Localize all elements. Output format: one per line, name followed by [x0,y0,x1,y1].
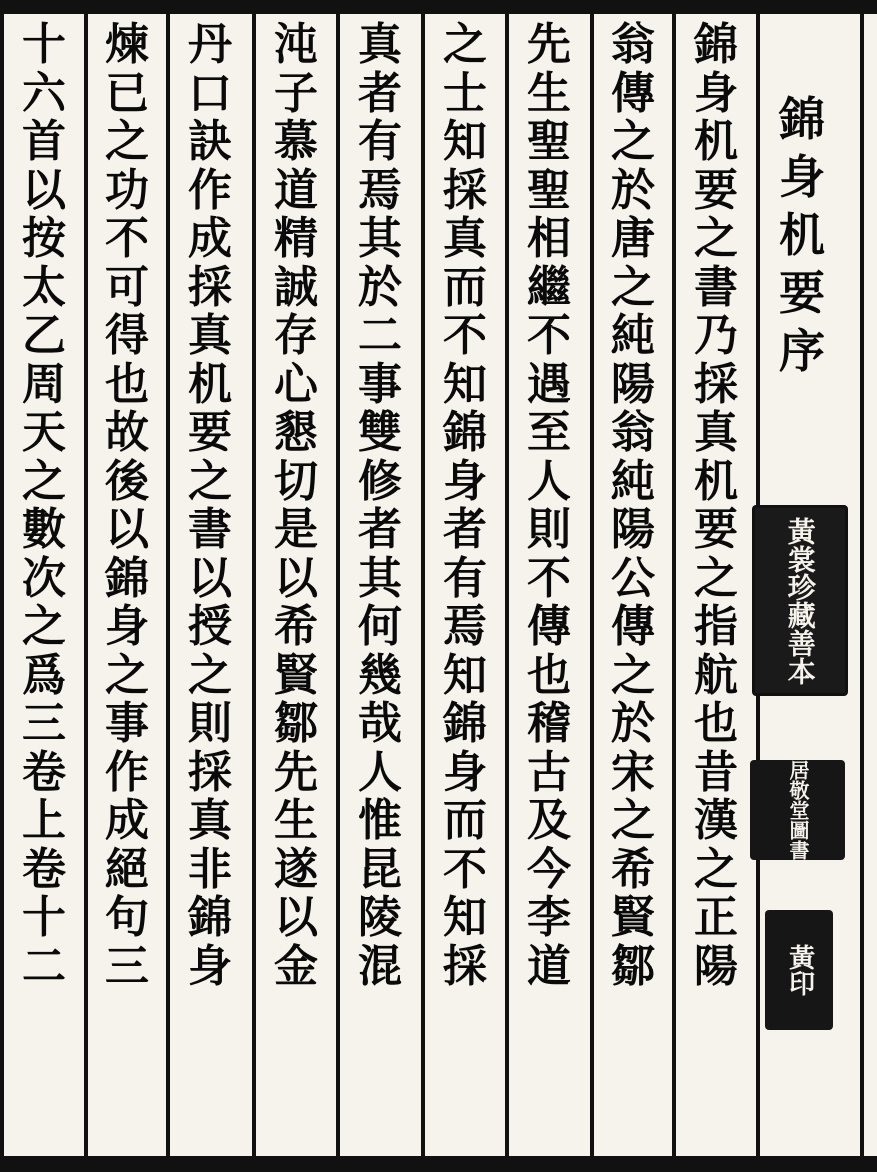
text-char: 混 [358,940,402,992]
text-char: 則 [527,504,571,555]
text-char: 先 [527,19,571,70]
text-char: 以 [105,504,149,555]
text-char: 句 [105,892,149,943]
text-char: 作 [188,164,232,216]
text-char: 航 [694,649,738,701]
text-char: 生 [527,67,571,119]
text-char: 按 [22,213,66,264]
text-char: 純 [611,310,655,361]
text-char: 之 [105,649,149,701]
text-char: 也 [527,649,571,701]
text-char: 焉 [443,601,487,652]
text-column-6 [257,19,335,1150]
text-char: 是 [274,504,318,555]
text-char: 十 [22,19,66,70]
text-char: 錦 [105,552,149,604]
text-column-3 [510,19,588,1150]
text-char: 宋 [611,746,655,798]
text-char: 之 [611,116,655,167]
text-char: 繼 [527,261,571,313]
column-rule [505,14,509,1156]
bottom-border [0,1156,877,1172]
text-char: 授 [188,601,232,652]
text-char: 陽 [694,940,738,992]
seal-text: 黃印 [784,944,815,996]
text-char: 聖 [527,164,571,216]
text-char: 二 [22,940,66,992]
text-column-5 [341,19,419,1150]
text-char: 十 [22,892,66,943]
collector-seal [750,760,845,860]
column-rule [672,14,676,1156]
column-rule [421,14,425,1156]
text-char: 遇 [527,358,571,410]
text-char: 鄒 [274,698,318,749]
text-char: 六 [22,67,66,119]
text-char: 煉 [105,19,149,70]
text-char: 而 [443,795,487,846]
text-char: 者 [358,504,402,555]
text-char: 於 [358,261,402,313]
text-char: 子 [274,67,318,119]
text-char: 不 [443,843,487,895]
text-char: 至 [527,407,571,458]
text-char: 翁 [611,19,655,70]
text-char: 以 [188,552,232,604]
text-char: 其 [358,213,402,264]
text-char: 卷 [22,843,66,895]
column-rule [336,14,340,1156]
text-char: 知 [443,116,487,167]
text-char: 哉 [358,698,402,749]
text-char: 希 [274,601,318,652]
text-char: 之 [443,19,487,70]
text-char: 者 [443,504,487,555]
text-column-1 [677,19,755,1150]
text-char: 及 [527,795,571,846]
text-char: 事 [105,698,149,749]
text-char: 作 [105,746,149,798]
text-char: 得 [105,310,149,361]
text-char: 乃 [694,310,738,361]
text-char: 要 [188,407,232,458]
text-char: 精 [274,213,318,264]
text-column-7 [171,19,249,1150]
collector-seal [752,505,848,696]
column-rule [0,14,4,1156]
title-char: 身 [779,150,825,204]
seal-text: 居敬堂圖書 [786,760,810,860]
text-char: 昔 [694,746,738,798]
text-char: 丹 [188,19,232,70]
text-char: 机 [694,455,738,507]
text-char: 真 [358,19,402,70]
text-char: 也 [694,698,738,749]
text-char: 之 [611,649,655,701]
text-char: 陽 [611,358,655,410]
text-char: 要 [694,164,738,216]
text-char: 切 [274,455,318,507]
text-char: 上 [22,795,66,846]
text-char: 机 [694,116,738,167]
text-char: 鄒 [611,940,655,992]
text-char: 傳 [611,67,655,119]
text-char: 故 [105,407,149,458]
column-rule [252,14,256,1156]
text-char: 書 [694,261,738,313]
text-char: 於 [611,698,655,749]
text-char: 錦 [694,19,738,70]
text-char: 知 [443,358,487,410]
text-char: 何 [358,601,402,652]
text-char: 聖 [527,116,571,167]
preface-title [770,90,834,380]
text-char: 以 [274,552,318,604]
text-char: 道 [527,940,571,992]
text-char: 陵 [358,892,402,943]
text-char: 書 [188,504,232,555]
text-char: 數 [22,504,66,555]
text-char: 昆 [358,843,402,895]
text-char: 雙 [358,407,402,458]
text-char: 之 [611,795,655,846]
text-column-8 [88,19,166,1150]
text-char: 人 [527,455,571,507]
text-char: 唐 [611,213,655,264]
seal-text: 黃裳珍藏善本 [783,516,817,685]
text-char: 以 [22,164,66,216]
text-char: 不 [443,310,487,361]
text-char: 純 [611,455,655,507]
text-char: 之 [611,261,655,313]
text-char: 不 [527,552,571,604]
text-char: 漢 [694,795,738,846]
text-char: 人 [358,746,402,798]
text-char: 採 [694,358,738,410]
text-char: 真 [188,310,232,361]
text-char: 之 [188,455,232,507]
text-char: 修 [358,455,402,507]
text-char: 之 [22,601,66,652]
text-char: 錦 [188,892,232,943]
text-char: 天 [22,407,66,458]
text-char: 焉 [358,164,402,216]
text-char: 真 [443,213,487,264]
text-char: 有 [358,116,402,167]
text-char: 有 [443,552,487,604]
text-char: 三 [105,940,149,992]
text-char: 李 [527,892,571,943]
text-char: 賢 [611,892,655,943]
text-char: 錦 [443,407,487,458]
text-char: 士 [443,67,487,119]
text-char: 真 [188,795,232,846]
text-char: 之 [188,649,232,701]
text-char: 身 [443,746,487,798]
text-char: 古 [527,746,571,798]
text-char: 則 [188,698,232,749]
text-char: 身 [105,601,149,652]
text-char: 机 [188,358,232,410]
text-column-2 [594,19,672,1150]
column-rule [860,14,864,1156]
text-char: 身 [694,67,738,119]
top-border [0,0,877,14]
text-char: 知 [443,892,487,943]
text-char: 翁 [611,407,655,458]
text-char: 於 [611,164,655,216]
text-char: 之 [694,552,738,604]
text-char: 成 [105,795,149,846]
text-char: 以 [274,892,318,943]
text-char: 生 [274,795,318,846]
text-char: 採 [188,746,232,798]
text-char: 不 [105,213,149,264]
text-char: 正 [694,892,738,943]
text-char: 先 [274,746,318,798]
column-rule [166,14,170,1156]
text-char: 惟 [358,795,402,846]
text-char: 知 [443,649,487,701]
text-char: 稽 [527,698,571,749]
text-char: 相 [527,213,571,264]
text-char: 遂 [274,843,318,895]
text-char: 可 [105,261,149,313]
text-char: 次 [22,552,66,604]
text-char: 懇 [274,407,318,458]
text-char: 之 [694,213,738,264]
text-char: 口 [188,67,232,119]
text-char: 訣 [188,116,232,167]
text-char: 存 [274,310,318,361]
text-char: 後 [105,455,149,507]
text-char: 卷 [22,746,66,798]
text-char: 希 [611,843,655,895]
text-char: 太 [22,261,66,313]
text-char: 道 [274,164,318,216]
text-char: 指 [694,601,738,652]
text-char: 者 [358,67,402,119]
text-char: 乙 [22,310,66,361]
text-char: 非 [188,843,232,895]
text-char: 傳 [527,601,571,652]
text-char: 二 [358,310,402,361]
text-char: 公 [611,552,655,604]
text-char: 身 [443,455,487,507]
text-char: 陽 [611,504,655,555]
text-char: 首 [22,116,66,167]
text-char: 錦 [443,698,487,749]
text-column-9 [5,19,83,1150]
text-char: 真 [694,407,738,458]
text-char: 沌 [274,19,318,70]
text-char: 而 [443,261,487,313]
text-char: 金 [274,940,318,992]
text-char: 周 [22,358,66,410]
collector-seal [765,910,833,1030]
text-column-4 [426,19,504,1150]
text-char: 身 [188,940,232,992]
text-char: 不 [527,310,571,361]
title-char: 錦 [779,92,825,146]
title-char: 要 [779,266,825,320]
text-char: 要 [694,504,738,555]
text-char: 事 [358,358,402,410]
text-char: 採 [443,940,487,992]
text-char: 功 [105,164,149,216]
text-char: 賢 [274,649,318,701]
text-char: 成 [188,213,232,264]
text-char: 今 [527,843,571,895]
text-char: 已 [105,67,149,119]
text-char: 採 [443,164,487,216]
text-char: 三 [22,698,66,749]
text-char: 心 [274,358,318,410]
text-char: 慕 [274,116,318,167]
text-char: 之 [105,116,149,167]
text-char: 採 [188,261,232,313]
text-char: 其 [358,552,402,604]
text-char: 傳 [611,601,655,652]
title-char: 机 [779,208,825,262]
text-char: 之 [22,455,66,507]
title-char: 序 [779,324,825,378]
text-char: 絕 [105,843,149,895]
text-char: 幾 [358,649,402,701]
text-char: 之 [694,843,738,895]
text-char: 爲 [22,649,66,701]
text-char: 也 [105,358,149,410]
text-char: 誠 [274,261,318,313]
